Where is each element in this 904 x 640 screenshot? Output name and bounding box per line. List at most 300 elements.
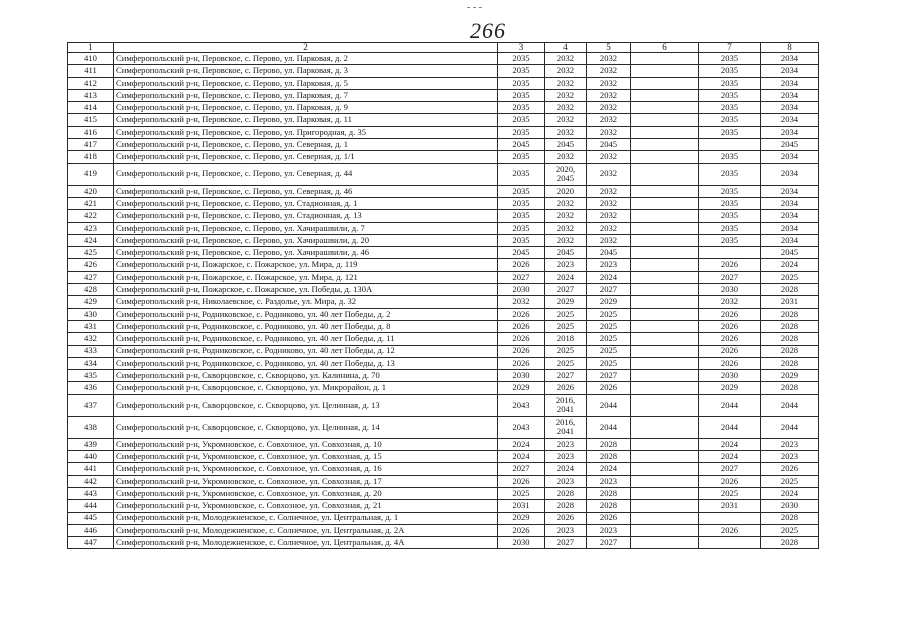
col7-cell: 2035 <box>699 185 761 197</box>
table-row <box>68 139 819 151</box>
col7-cell: 2035 <box>699 234 761 246</box>
register-table-body <box>68 43 819 549</box>
row-number: 411 <box>68 65 114 77</box>
row-number: 445 <box>68 512 114 524</box>
col4-value: 2023 <box>556 438 575 449</box>
top-marks: - - - <box>467 2 482 13</box>
col8-cell: 2028 <box>761 512 819 524</box>
col7-cell: 2035 <box>699 126 761 138</box>
address-cell: Симферопольский р-н, Укромновское, с. Совхозное, ул. Совхозная, д. 10 <box>114 438 498 450</box>
col6-cell <box>631 151 699 163</box>
col8-cell: 2023 <box>761 451 819 463</box>
table-row <box>68 416 819 438</box>
col4-cell <box>545 185 587 197</box>
col3-cell: 2035 <box>498 102 545 114</box>
col5-cell: 2025 <box>587 345 631 357</box>
col5-cell: 2032 <box>587 210 631 222</box>
col7-cell <box>699 139 761 151</box>
table-row <box>68 512 819 524</box>
col5-cell: 2027 <box>587 284 631 296</box>
col5-cell: 2028 <box>587 487 631 499</box>
col6-cell <box>631 185 699 197</box>
col4-value: 2024 <box>556 271 575 282</box>
col4-value: 2032 <box>556 126 575 137</box>
table-row <box>68 102 819 114</box>
col8-cell: 2031 <box>761 296 819 308</box>
col8-cell: 2034 <box>761 89 819 101</box>
table-row <box>68 345 819 357</box>
table-row <box>68 451 819 463</box>
address-cell: Симферопольский р-н, Перовское, с. Перово, ул. Хачирашвили, д. 20 <box>114 234 498 246</box>
col6-cell <box>631 438 699 450</box>
col7-cell: 2032 <box>699 296 761 308</box>
col8-cell: 2034 <box>761 185 819 197</box>
row-number: 436 <box>68 382 114 394</box>
col5-cell: 2029 <box>587 296 631 308</box>
col6-cell <box>631 345 699 357</box>
col8-cell: 2044 <box>761 416 819 438</box>
address-cell: Симферопольский р-н, Укромновское, с. Совхозное, ул. Совхозная, д. 16 <box>114 463 498 475</box>
col3-cell: 2045 <box>498 247 545 259</box>
col4-cell <box>545 65 587 77</box>
col4-cell <box>545 382 587 394</box>
col7-cell: 2025 <box>699 487 761 499</box>
col4-value: 2045 <box>556 247 575 258</box>
col3-cell: 2035 <box>498 222 545 234</box>
col4-cell <box>545 500 587 512</box>
col3-cell: 2035 <box>498 114 545 126</box>
col3-cell: 2043 <box>498 416 545 438</box>
col4-value: 2023 <box>556 450 575 461</box>
col4-value: 2029 <box>556 296 575 307</box>
col4-value: 2020 <box>556 185 575 196</box>
col7-cell: 2035 <box>699 53 761 65</box>
table-row <box>68 500 819 512</box>
row-number: 415 <box>68 114 114 126</box>
address-cell: Симферопольский р-н, Молодежненское, с. Солнечное, ул. Центральная, д. 2А <box>114 524 498 536</box>
table-row <box>68 197 819 209</box>
col6-cell <box>631 451 699 463</box>
col4-cell <box>545 163 587 185</box>
col6-cell <box>631 370 699 382</box>
table-row <box>68 463 819 475</box>
col7-cell: 2035 <box>699 65 761 77</box>
col4-cell <box>545 197 587 209</box>
col6-cell <box>631 247 699 259</box>
col7-cell: 2030 <box>699 284 761 296</box>
col4-value: 2025 <box>556 357 575 368</box>
col3-cell: 2030 <box>498 370 545 382</box>
table-row <box>68 333 819 345</box>
col3-cell: 2035 <box>498 197 545 209</box>
col3-cell: 2035 <box>498 185 545 197</box>
address-cell: Симферопольский р-н, Перовское, с. Перово, ул. Парковая, д. 2 <box>114 53 498 65</box>
col5-cell: 2032 <box>587 234 631 246</box>
col8-cell: 2028 <box>761 333 819 345</box>
col3-cell: 2029 <box>498 512 545 524</box>
address-cell: Симферопольский р-н, Скворцовское, с. Скворцово, ул. Микрорайон, д. 1 <box>114 382 498 394</box>
row-number: 442 <box>68 475 114 487</box>
table-row <box>68 185 819 197</box>
col5-cell: 2032 <box>587 77 631 89</box>
col4-value: 2041 <box>556 404 575 415</box>
col4-cell <box>545 53 587 65</box>
col7-cell: 2027 <box>699 463 761 475</box>
col6-cell <box>631 139 699 151</box>
address-cell: Симферопольский р-н, Перовское, с. Перово, ул. Парковая, д. 3 <box>114 65 498 77</box>
col4-cell <box>545 416 587 438</box>
col6-cell <box>631 53 699 65</box>
col8-cell: 2026 <box>761 463 819 475</box>
col5-cell: 2027 <box>587 370 631 382</box>
row-number: 414 <box>68 102 114 114</box>
col4-value: 2023 <box>556 475 575 486</box>
col6-cell <box>631 320 699 332</box>
col4-value: 2016, <box>555 416 576 427</box>
col5-cell: 2024 <box>587 463 631 475</box>
col5-cell: 2032 <box>587 102 631 114</box>
col4-value: 2027 <box>556 370 575 381</box>
col8-cell: 2034 <box>761 197 819 209</box>
col4-cell <box>545 114 587 126</box>
row-number: 443 <box>68 487 114 499</box>
col7-cell: 2026 <box>699 357 761 369</box>
table-row <box>68 126 819 138</box>
col4-cell <box>545 438 587 450</box>
col6-cell <box>631 114 699 126</box>
address-cell: Симферопольский р-н, Пожарское, с. Пожарское, ул. Победы, д. 130А <box>114 284 498 296</box>
col4-cell <box>545 259 587 271</box>
row-number: 413 <box>68 89 114 101</box>
row-number: 423 <box>68 222 114 234</box>
col6-cell <box>631 416 699 438</box>
col7-cell: 2035 <box>699 210 761 222</box>
col6-cell <box>631 296 699 308</box>
col5-cell: 2028 <box>587 500 631 512</box>
table-row <box>68 487 819 499</box>
row-number: 438 <box>68 416 114 438</box>
header-cell-7: 7 <box>699 43 761 53</box>
col5-cell: 2026 <box>587 382 631 394</box>
col8-cell: 2045 <box>761 139 819 151</box>
header-cell-6: 6 <box>631 43 699 53</box>
col6-cell <box>631 512 699 524</box>
col4-cell <box>545 210 587 222</box>
col6-cell <box>631 197 699 209</box>
table-row <box>68 210 819 222</box>
address-cell: Симферопольский р-н, Молодежненское, с. Солнечное, ул. Центральная, д. 4А <box>114 537 498 549</box>
col6-cell <box>631 210 699 222</box>
col6-cell <box>631 102 699 114</box>
register-table <box>67 42 819 549</box>
col3-cell: 2026 <box>498 475 545 487</box>
col4-value: 2032 <box>556 151 575 162</box>
col6-cell <box>631 463 699 475</box>
col5-cell: 2032 <box>587 126 631 138</box>
row-number: 440 <box>68 451 114 463</box>
row-number: 429 <box>68 296 114 308</box>
row-number: 410 <box>68 53 114 65</box>
col3-cell: 2035 <box>498 234 545 246</box>
col4-cell <box>545 333 587 345</box>
table-row <box>68 77 819 89</box>
address-cell: Симферопольский р-н, Перовское, с. Перово, ул. Северная, д. 44 <box>114 163 498 185</box>
col6-cell <box>631 65 699 77</box>
col5-cell: 2023 <box>587 524 631 536</box>
col3-cell: 2026 <box>498 357 545 369</box>
col4-value: 2016, <box>555 394 576 405</box>
table-row <box>68 308 819 320</box>
col3-cell: 2032 <box>498 296 545 308</box>
page-number: 266 <box>470 18 506 43</box>
col6-cell <box>631 537 699 549</box>
table-row <box>68 370 819 382</box>
col6-cell <box>631 234 699 246</box>
col4-value: 2025 <box>556 345 575 356</box>
col3-cell: 2035 <box>498 77 545 89</box>
col4-cell <box>545 345 587 357</box>
address-cell: Симферопольский р-н, Перовское, с. Перово, ул. Стадионная, д. 13 <box>114 210 498 222</box>
col6-cell <box>631 524 699 536</box>
address-cell: Симферопольский р-н, Перовское, с. Перово, ул. Парковая, д. 7 <box>114 89 498 101</box>
col8-cell: 2034 <box>761 234 819 246</box>
col5-cell: 2025 <box>587 333 631 345</box>
col4-cell <box>545 284 587 296</box>
col5-cell: 2032 <box>587 197 631 209</box>
table-row <box>68 524 819 536</box>
col7-cell <box>699 537 761 549</box>
row-number: 441 <box>68 463 114 475</box>
col4-cell <box>545 394 587 416</box>
col6-cell <box>631 475 699 487</box>
address-cell: Симферопольский р-н, Перовское, с. Перово, ул. Северная, д. 46 <box>114 185 498 197</box>
row-number: 435 <box>68 370 114 382</box>
table-row <box>68 259 819 271</box>
col4-value: 2032 <box>556 210 575 221</box>
col8-cell: 2024 <box>761 487 819 499</box>
col8-cell: 2028 <box>761 284 819 296</box>
col6-cell <box>631 308 699 320</box>
col8-cell: 2034 <box>761 126 819 138</box>
col6-cell <box>631 89 699 101</box>
col4-value: 2045 <box>556 139 575 150</box>
header-cell-8: 8 <box>761 43 819 53</box>
address-cell: Симферопольский р-н, Укромновское, с. Совхозное, ул. Совхозная, д. 15 <box>114 451 498 463</box>
col7-cell: 2026 <box>699 475 761 487</box>
col8-cell: 2028 <box>761 345 819 357</box>
col4-value: 2024 <box>556 463 575 474</box>
col4-value: 2023 <box>556 259 575 270</box>
col6-cell <box>631 394 699 416</box>
col5-cell: 2028 <box>587 451 631 463</box>
address-cell: Симферопольский р-н, Укромновское, с. Совхозное, ул. Совхозная, д. 20 <box>114 487 498 499</box>
row-number: 446 <box>68 524 114 536</box>
col3-cell: 2035 <box>498 65 545 77</box>
col8-cell: 2034 <box>761 77 819 89</box>
col7-cell: 2035 <box>699 102 761 114</box>
row-number: 432 <box>68 333 114 345</box>
table-row <box>68 438 819 450</box>
row-number: 419 <box>68 163 114 185</box>
header-cell-3: 3 <box>498 43 545 53</box>
col4-value: 2032 <box>556 89 575 100</box>
col3-cell: 2026 <box>498 524 545 536</box>
address-cell: Симферопольский р-н, Укромновское, с. Совхозное, ул. Совхозная, д. 21 <box>114 500 498 512</box>
address-cell: Симферопольский р-н, Родниковское, с. Родниково, ул. 40 лет Победы, д. 13 <box>114 357 498 369</box>
address-cell: Симферопольский р-н, Родниковское, с. Родниково, ул. 40 лет Победы, д. 8 <box>114 320 498 332</box>
col8-cell: 2044 <box>761 394 819 416</box>
row-number: 412 <box>68 77 114 89</box>
col4-value: 2020, <box>555 163 576 174</box>
col4-value: 2032 <box>556 222 575 233</box>
table-row <box>68 296 819 308</box>
col5-cell: 2023 <box>587 475 631 487</box>
header-cell-5: 5 <box>587 43 631 53</box>
col6-cell <box>631 357 699 369</box>
table-row <box>68 271 819 283</box>
col8-cell: 2028 <box>761 320 819 332</box>
col6-cell <box>631 487 699 499</box>
col4-value: 2032 <box>556 52 575 63</box>
address-cell: Симферопольский р-н, Скворцовское, с. Скворцово, ул. Целинная, д. 14 <box>114 416 498 438</box>
table-row <box>68 163 819 185</box>
col3-cell: 2035 <box>498 126 545 138</box>
col4-cell <box>545 451 587 463</box>
col8-cell: 2034 <box>761 210 819 222</box>
col6-cell <box>631 259 699 271</box>
table-row <box>68 151 819 163</box>
col4-value: 2025 <box>556 320 575 331</box>
col6-cell <box>631 77 699 89</box>
col8-cell: 2025 <box>761 524 819 536</box>
col4-value: 2025 <box>556 308 575 319</box>
col3-cell: 2031 <box>498 500 545 512</box>
table-row <box>68 247 819 259</box>
table-row <box>68 114 819 126</box>
col3-cell: 2026 <box>498 320 545 332</box>
row-number: 434 <box>68 357 114 369</box>
col4-cell <box>545 77 587 89</box>
address-cell: Симферопольский р-н, Родниковское, с. Родниково, ул. 40 лет Победы, д. 11 <box>114 333 498 345</box>
col3-cell: 2035 <box>498 210 545 222</box>
col5-cell: 2032 <box>587 65 631 77</box>
row-number: 447 <box>68 537 114 549</box>
col4-value: 2023 <box>556 524 575 535</box>
col4-value: 2041 <box>556 426 575 437</box>
col5-cell: 2032 <box>587 163 631 185</box>
col5-cell: 2044 <box>587 416 631 438</box>
col3-cell: 2030 <box>498 284 545 296</box>
col8-cell: 2028 <box>761 382 819 394</box>
row-number: 421 <box>68 197 114 209</box>
col7-cell <box>699 512 761 524</box>
row-number: 424 <box>68 234 114 246</box>
col5-cell: 2032 <box>587 151 631 163</box>
col4-value: 2032 <box>556 234 575 245</box>
col4-value: 2032 <box>556 114 575 125</box>
col6-cell <box>631 222 699 234</box>
col5-cell: 2032 <box>587 53 631 65</box>
table-row <box>68 357 819 369</box>
address-cell: Симферопольский р-н, Перовское, с. Перово, ул. Хачирашвили, д. 7 <box>114 222 498 234</box>
table-row <box>68 89 819 101</box>
col3-cell: 2024 <box>498 438 545 450</box>
row-number: 416 <box>68 126 114 138</box>
col7-cell: 2030 <box>699 370 761 382</box>
col7-cell: 2029 <box>699 382 761 394</box>
col5-cell: 2032 <box>587 185 631 197</box>
col4-cell <box>545 487 587 499</box>
col5-cell: 2025 <box>587 308 631 320</box>
col5-cell: 2027 <box>587 537 631 549</box>
col4-cell <box>545 524 587 536</box>
col3-cell: 2029 <box>498 382 545 394</box>
header-cell-1: 1 <box>68 43 114 53</box>
col7-cell: 2035 <box>699 114 761 126</box>
col5-cell: 2025 <box>587 320 631 332</box>
col4-value: 2045 <box>556 173 575 184</box>
col7-cell: 2035 <box>699 163 761 185</box>
col4-value: 2032 <box>556 197 575 208</box>
col6-cell <box>631 333 699 345</box>
col4-cell <box>545 537 587 549</box>
table-row <box>68 234 819 246</box>
table-row <box>68 222 819 234</box>
col7-cell: 2035 <box>699 77 761 89</box>
col4-value: 2027 <box>556 537 575 548</box>
col8-cell: 2034 <box>761 114 819 126</box>
col3-cell: 2035 <box>498 163 545 185</box>
col6-cell <box>631 126 699 138</box>
col8-cell: 2034 <box>761 222 819 234</box>
col4-cell <box>545 222 587 234</box>
address-cell: Симферопольский р-н, Перовское, с. Перово, ул. Парковая, д. 9 <box>114 102 498 114</box>
address-cell: Симферопольский р-н, Перовское, с. Перово, ул. Стадионная, д. 1 <box>114 197 498 209</box>
row-number: 444 <box>68 500 114 512</box>
header-row <box>68 43 819 53</box>
col4-value: 2028 <box>556 487 575 498</box>
col7-cell: 2026 <box>699 333 761 345</box>
row-number: 430 <box>68 308 114 320</box>
address-cell: Симферопольский р-н, Перовское, с. Перово, ул. Хачирашвили, д. 46 <box>114 247 498 259</box>
row-number: 427 <box>68 271 114 283</box>
col7-cell: 2035 <box>699 222 761 234</box>
table-row <box>68 382 819 394</box>
col8-cell: 2034 <box>761 53 819 65</box>
col7-cell: 2035 <box>699 197 761 209</box>
col4-value: 2032 <box>556 102 575 113</box>
col5-cell: 2045 <box>587 139 631 151</box>
table-row <box>68 475 819 487</box>
header-cell-4: 4 <box>545 43 587 53</box>
col3-cell: 2027 <box>498 463 545 475</box>
col5-cell: 2032 <box>587 222 631 234</box>
col7-cell: 2027 <box>699 271 761 283</box>
col4-value: 2032 <box>556 77 575 88</box>
col7-cell: 2031 <box>699 500 761 512</box>
col4-cell <box>545 234 587 246</box>
address-cell: Симферопольский р-н, Пожарское, с. Пожарское, ул. Мира, д. 121 <box>114 271 498 283</box>
col7-cell: 2035 <box>699 89 761 101</box>
address-cell: Симферопольский р-н, Перовское, с. Перово, ул. Северная, д. 1 <box>114 139 498 151</box>
col4-cell <box>545 512 587 524</box>
address-cell: Симферопольский р-н, Пожарское, с. Пожарское, ул. Мира, д. 119 <box>114 259 498 271</box>
col8-cell: 2028 <box>761 357 819 369</box>
col3-cell: 2026 <box>498 259 545 271</box>
row-number: 439 <box>68 438 114 450</box>
col4-value: 2026 <box>556 512 575 523</box>
address-cell: Симферопольский р-н, Скворцовское, с. Скворцово, ул. Целинная, д. 13 <box>114 394 498 416</box>
